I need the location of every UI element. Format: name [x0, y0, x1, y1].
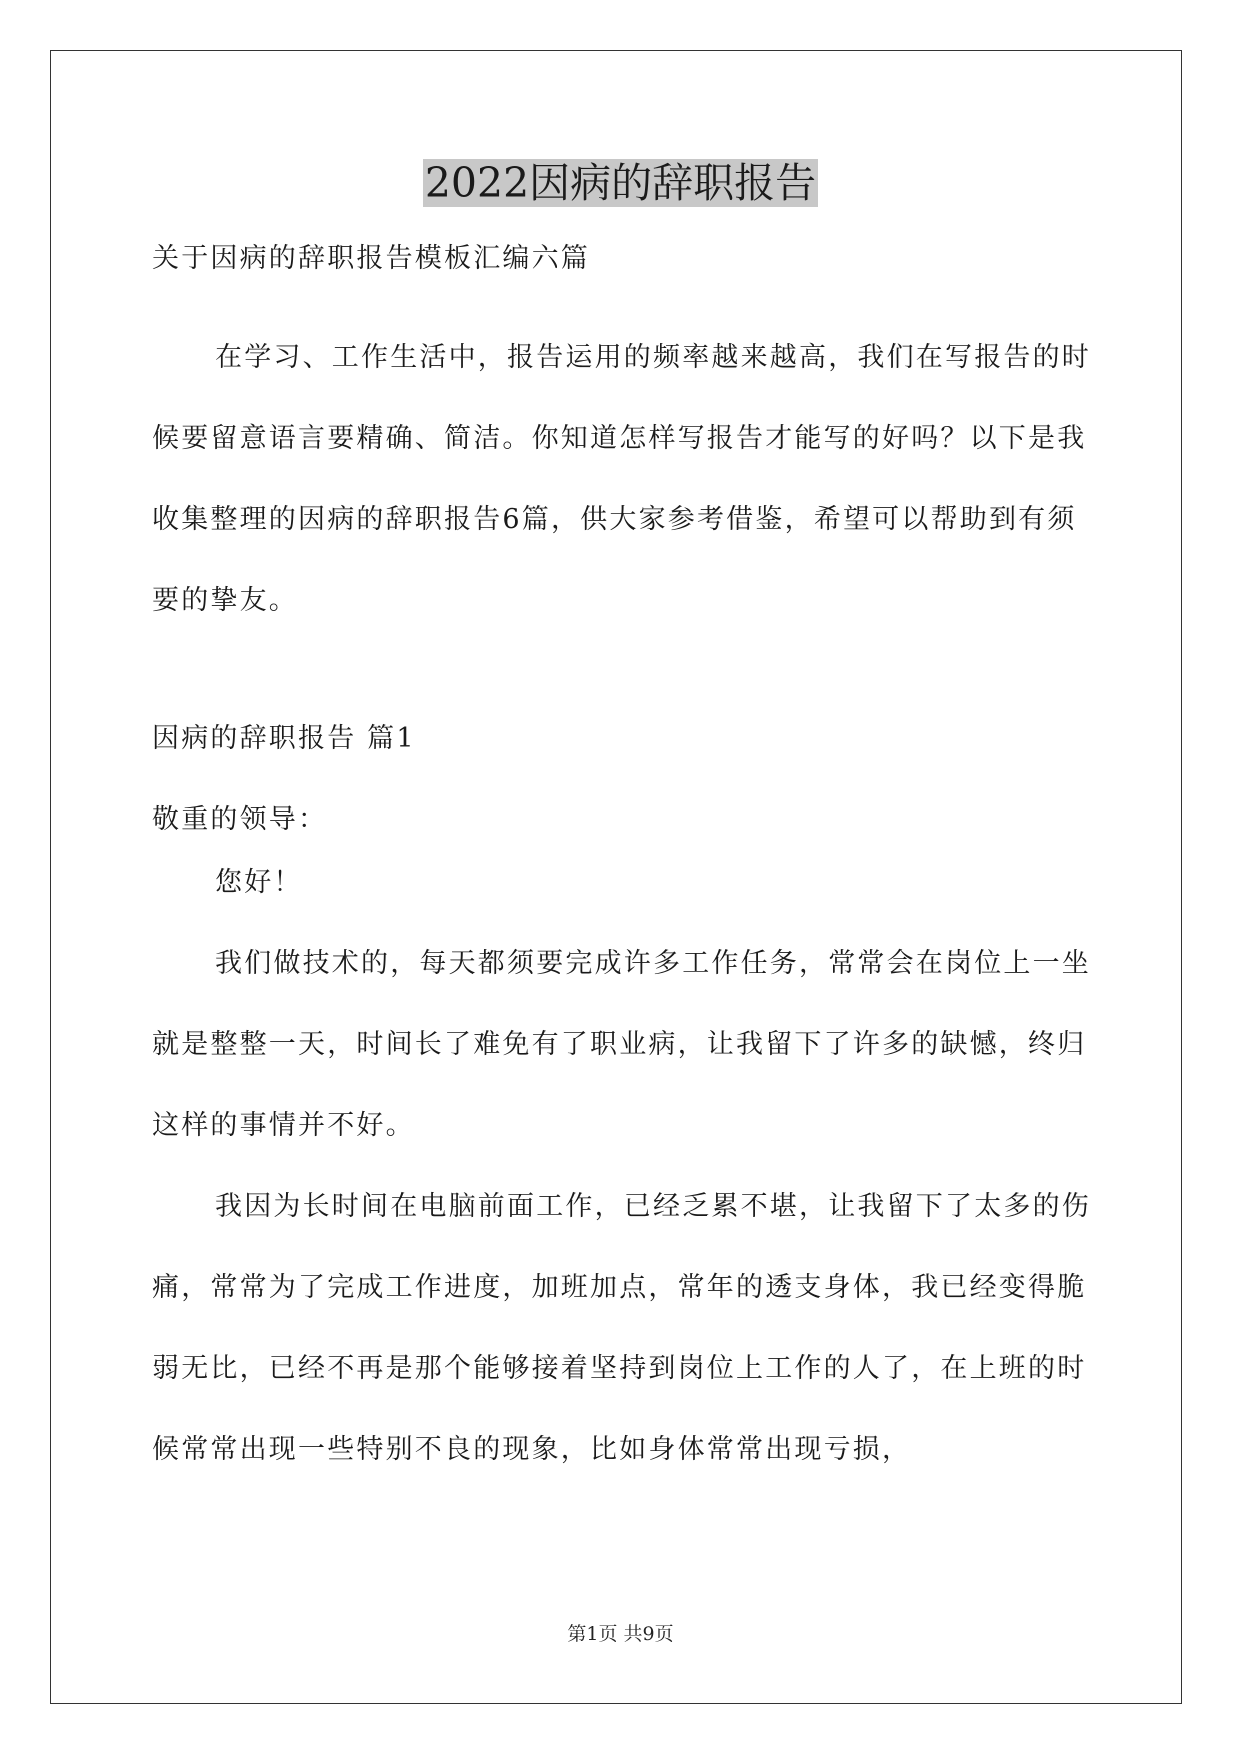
body-paragraph-1: 我们做技术的，每天都须要完成许多工作任务，常常会在岗位上一坐就是整整一天，时间长了难免有了职业病，让我留下了许多的缺憾，终归这样的事情并不好。	[152, 948, 1091, 1141]
document-body	[152, 236, 1097, 1490]
intro-paragraph: 在学习、工作生活中，报告运用的频率越来越高，我们在写报告的时候要留意语言要精确、简洁。你知道怎样写报告才能写的好吗？以下是我收集整理的因病的辞职报告6篇，供大家参考借鉴，希望可以帮助到有须要的挚友。	[152, 342, 1091, 616]
salutation: 敬重的领导：	[152, 804, 328, 835]
greeting: 您好！	[215, 867, 303, 898]
body-paragraph-2: 我因为长时间在电脑前面工作，已经乏累不堪，让我留下了太多的伤痛，常常为了完成工作进度，加班加点，常年的透支身体，我已经变得脆弱无比，已经不再是那个能够接着坚持到岗位上工作的人了，在上班的时候常常出现一些特别不良的现象，比如身体常常出现亏损，	[152, 1191, 1091, 1465]
document-subtitle: 关于因病的辞职报告模板汇编六篇	[152, 243, 590, 274]
page-number: 第1页 共9页	[567, 1623, 674, 1645]
document-title: 2022因病的辞职报告	[424, 159, 817, 207]
section-heading: 因病的辞职报告 篇1	[152, 723, 416, 754]
